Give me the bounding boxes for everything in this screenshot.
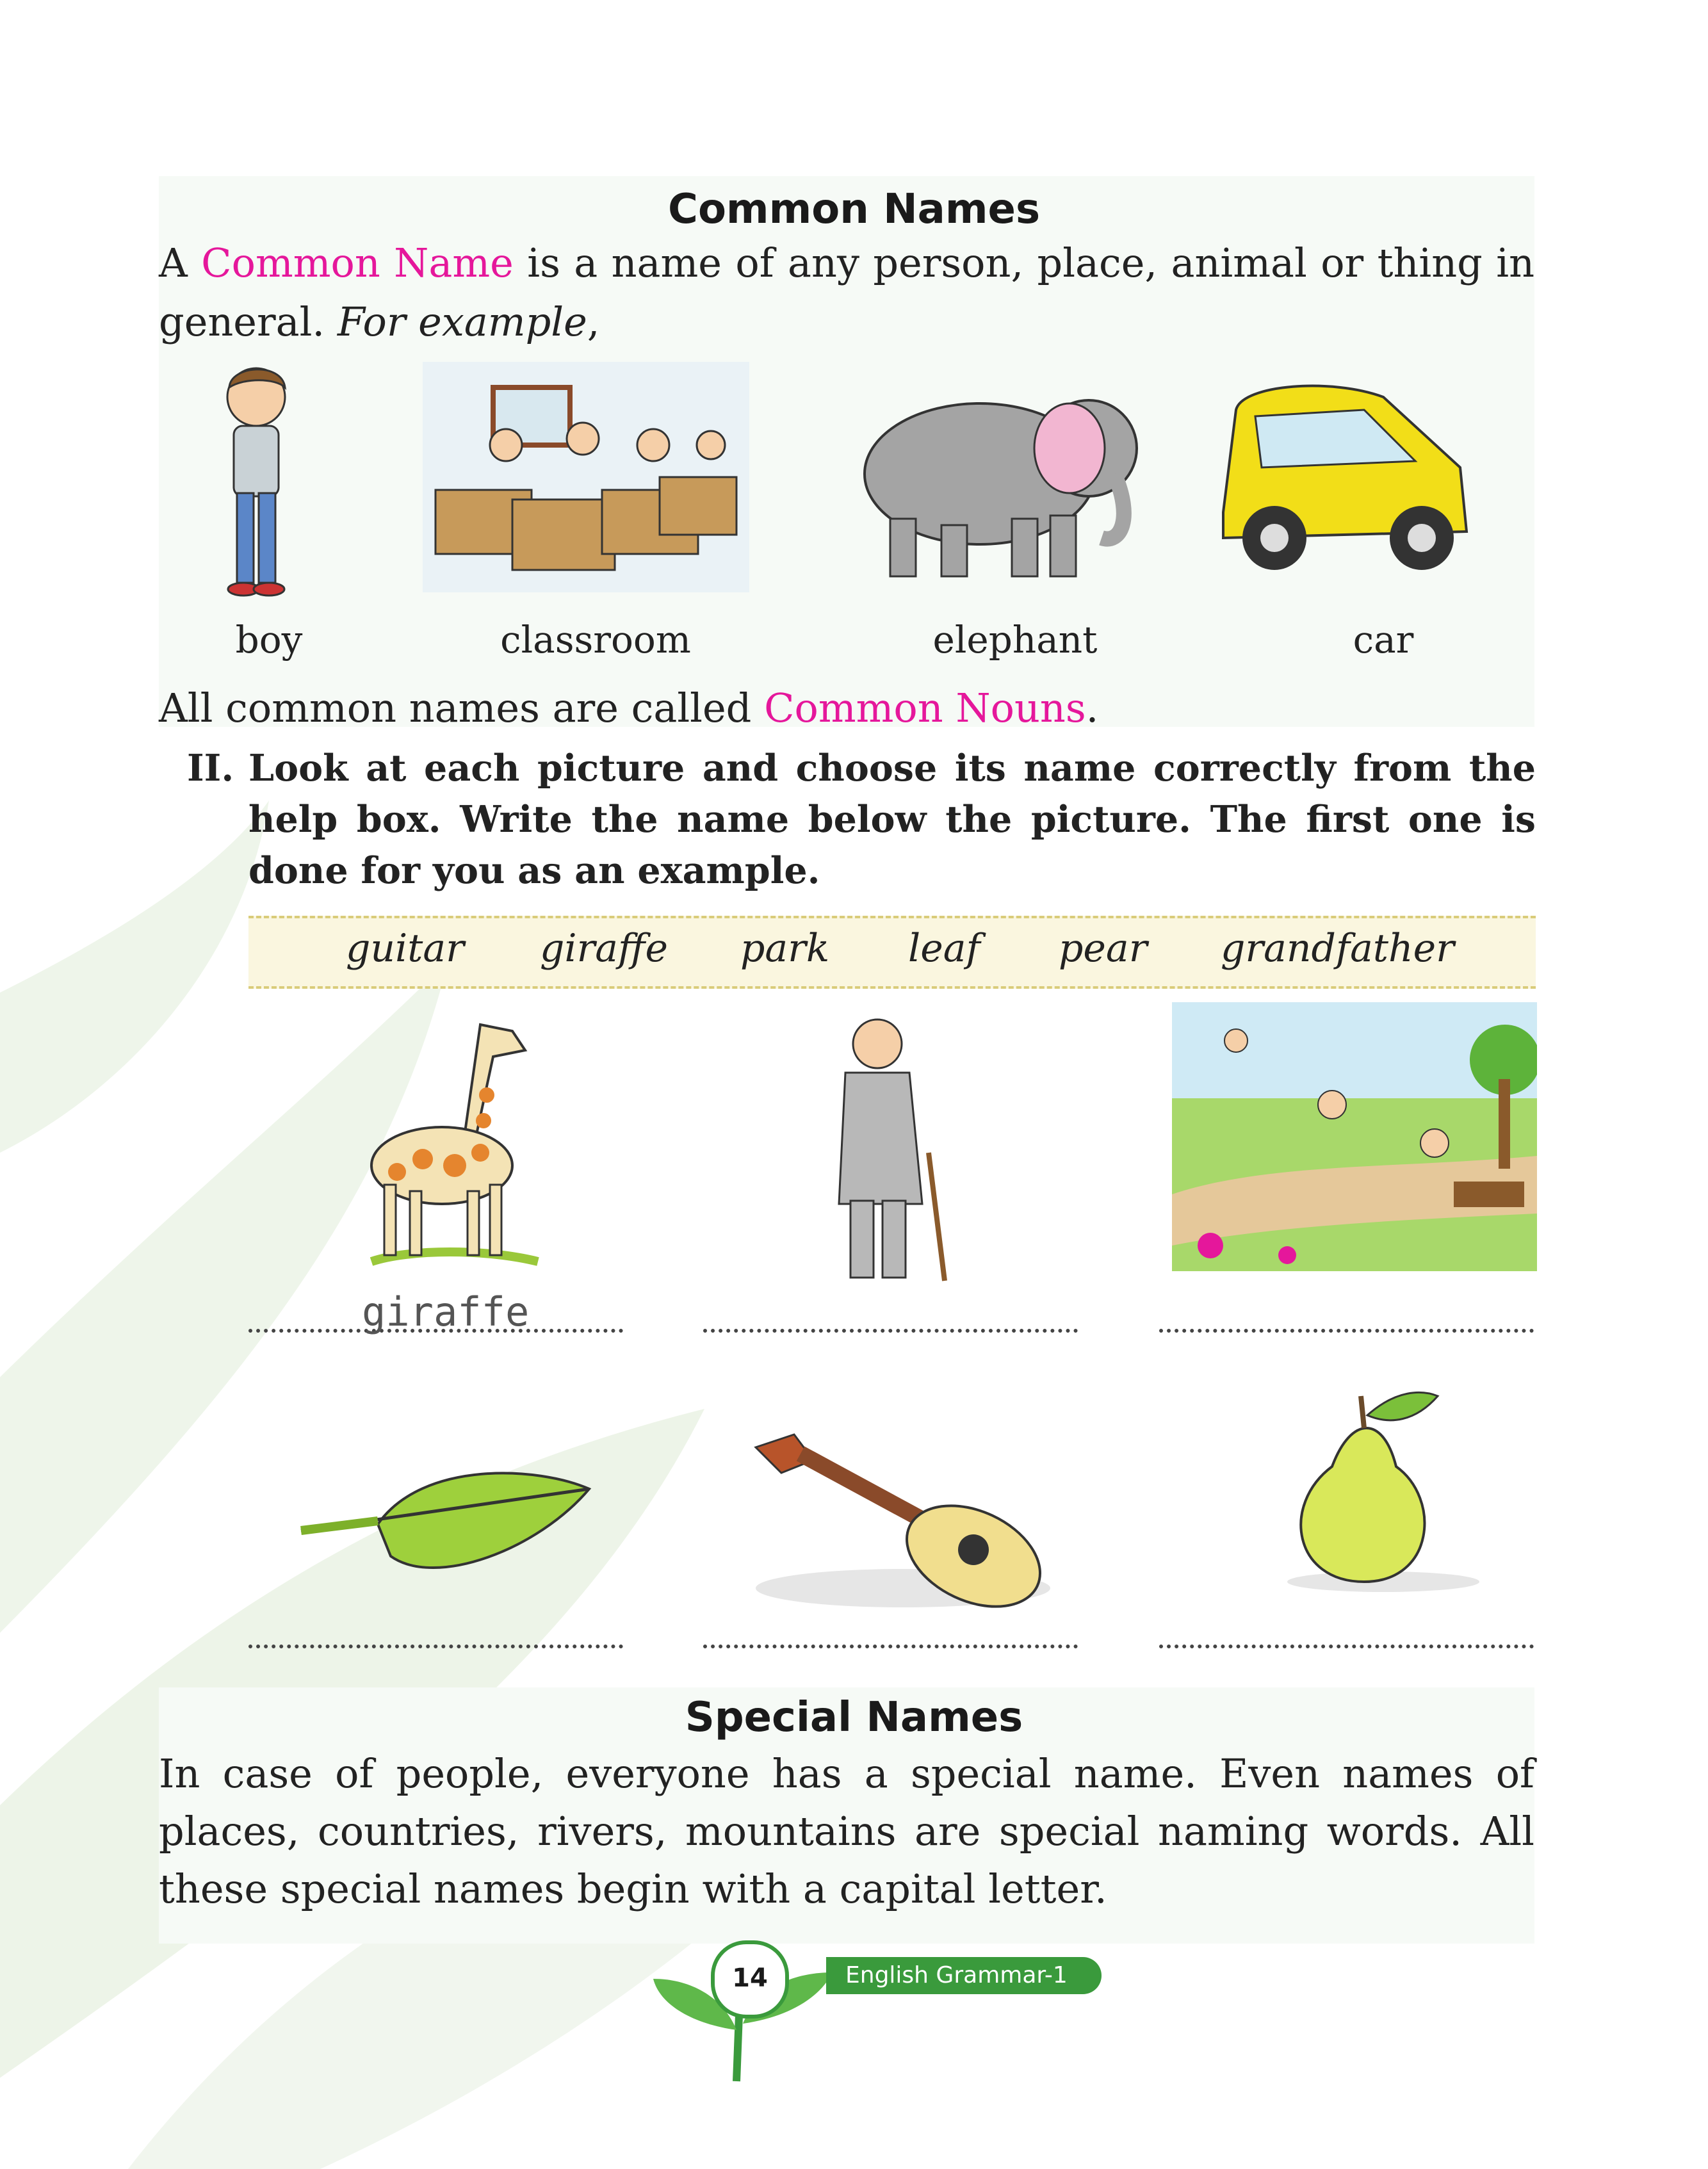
common-nouns-summary xyxy=(159,679,1534,738)
def-prefix: A xyxy=(159,240,202,286)
answer-line-2[interactable] xyxy=(703,1329,1078,1333)
help-word-giraffe: giraffe xyxy=(540,926,669,971)
for-example-text: For example xyxy=(337,298,587,345)
pear-illustration xyxy=(1255,1377,1499,1595)
help-word-grandfather: grandfather xyxy=(1221,926,1454,971)
leaf-illustration xyxy=(295,1454,596,1601)
page-number: 14 xyxy=(711,1940,789,2019)
park-illustration xyxy=(1172,1002,1537,1271)
def-text: is a name of any person, place, animal or thing in general. xyxy=(159,240,1535,345)
def-comma: , xyxy=(587,298,600,345)
help-word-guitar: guitar xyxy=(346,926,464,971)
special-names-heading: Special Names xyxy=(685,1694,1023,1741)
common-name-term: Common Name xyxy=(201,240,514,286)
help-box xyxy=(248,916,1536,989)
common-names-heading: Common Names xyxy=(667,186,1041,233)
giraffe-illustration xyxy=(333,1005,551,1274)
guitar-illustration xyxy=(743,1428,1076,1620)
classroom-illustration xyxy=(423,362,749,592)
answer-line-4[interactable] xyxy=(248,1645,623,1648)
grandfather-illustration xyxy=(801,1012,967,1294)
common-name-definition xyxy=(159,234,1534,352)
answer-line-5[interactable] xyxy=(703,1645,1078,1648)
car-illustration xyxy=(1204,371,1486,583)
exercise-instruction-text: Look at each picture and choose its name correctly from the help box. Write the name below the picture. The first one is done for you as an example. xyxy=(248,747,1536,892)
help-word-pear: pear xyxy=(1059,926,1148,971)
help-word-leaf: leaf xyxy=(908,926,980,971)
caption-car: car xyxy=(1353,618,1414,662)
caption-boy: boy xyxy=(235,618,303,662)
answer-line-3[interactable] xyxy=(1159,1329,1534,1333)
exercise-number: II. xyxy=(187,747,234,790)
caption-elephant: elephant xyxy=(932,618,1098,662)
answer-line-6[interactable] xyxy=(1159,1645,1534,1648)
summary-suffix: . xyxy=(1086,685,1099,731)
boy-illustration xyxy=(205,359,307,602)
elephant-illustration xyxy=(833,378,1166,583)
book-title: English Grammar-1 xyxy=(826,1957,1102,1994)
common-nouns-term: Common Nouns xyxy=(764,685,1086,731)
answer-text-1: giraffe xyxy=(362,1288,530,1335)
help-word-park: park xyxy=(740,926,830,971)
summary-prefix: All common names are called xyxy=(159,685,765,731)
special-names-text: In case of people, everyone has a special name. Even names of places, countries, rivers, mountains are special naming words. All these special names begin with a capital letter. xyxy=(159,1750,1534,1912)
caption-classroom: classroom xyxy=(500,618,691,662)
